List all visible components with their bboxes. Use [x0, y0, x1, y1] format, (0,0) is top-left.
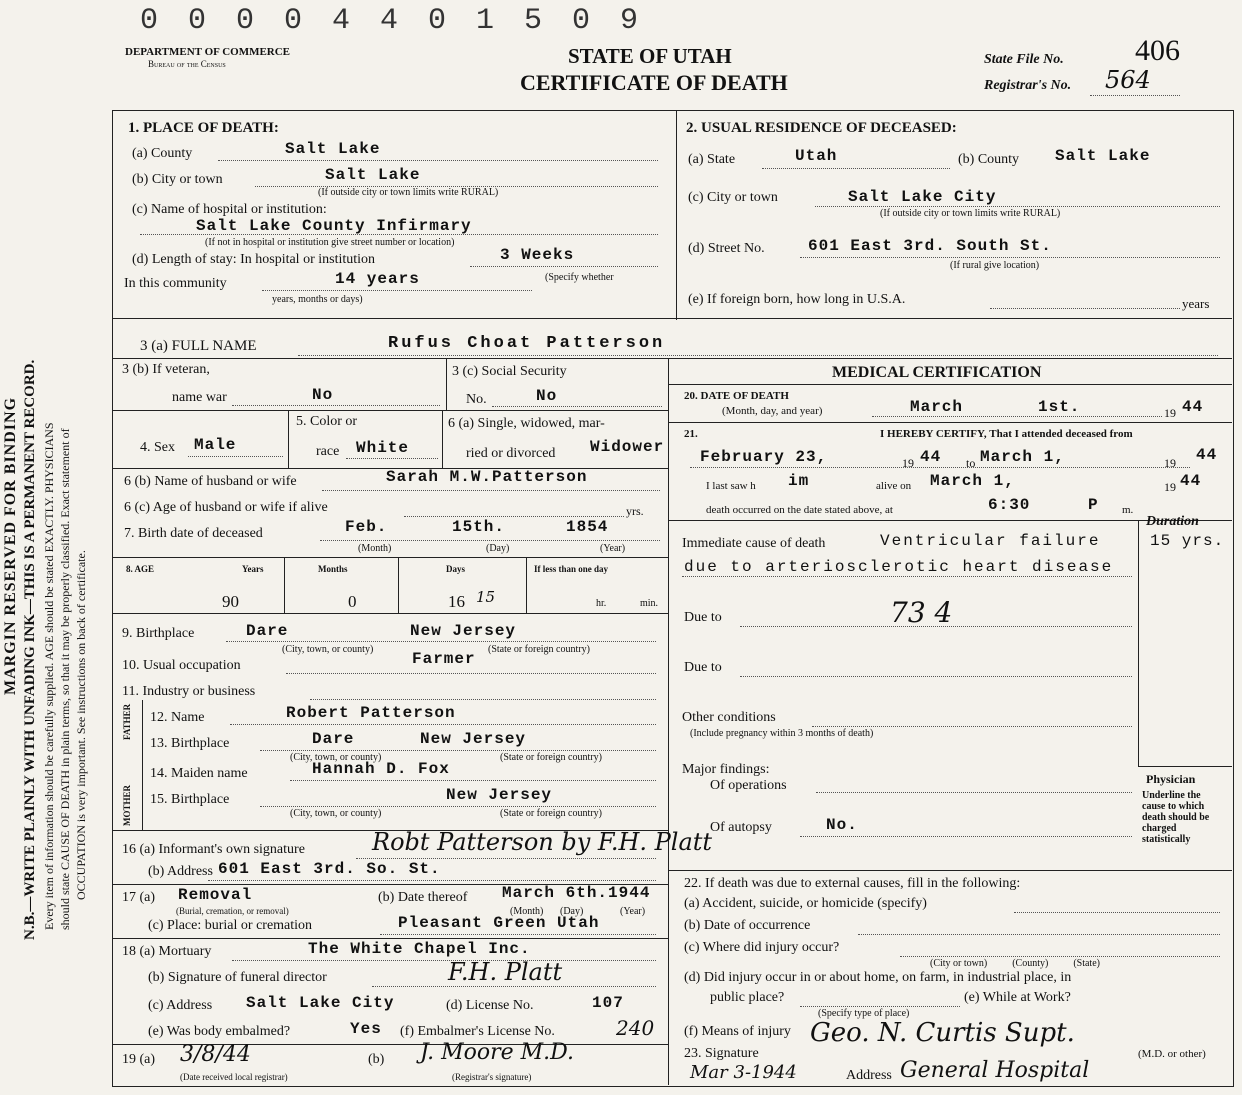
- last-saw-value: im: [788, 472, 810, 490]
- other-conditions-label: Other conditions: [682, 710, 776, 725]
- death-day-value: 1st.: [1038, 398, 1081, 416]
- stay-value: 3 Weeks: [500, 246, 575, 264]
- father-birthplace-label: 13. Birthplace: [150, 736, 230, 751]
- death-century: 19: [1164, 406, 1176, 420]
- hospital-value: Salt Lake County Infirmary: [196, 217, 472, 235]
- residence-state-label: (a) State: [688, 152, 736, 167]
- residence-county-value: Salt Lake: [1055, 147, 1151, 165]
- attended-to-date: March 1,: [980, 448, 1065, 466]
- war-value: No: [312, 386, 334, 404]
- last-saw-label: I last saw h: [706, 480, 756, 492]
- margin-permanent-record: N.B.—WRITE PLAINLY WITH UNFADING INK—THIS IS A PERMANENT RECORD.: [22, 359, 38, 940]
- alive-on-century: 19: [1164, 480, 1176, 494]
- residence-city-note: (If outside city or town limits write RURAL): [880, 208, 1061, 219]
- foreign-born-label: (e) If foreign born, how long in U.S.A.: [688, 292, 906, 307]
- city-note: (If outside city or town limits write RURAL): [318, 187, 499, 198]
- informant-label: 16 (a) Informant's own signature: [122, 842, 305, 857]
- age-months-value: 0: [348, 592, 357, 611]
- certificate-number: 0 0 0 0 4 4 0 1 5 0 9: [140, 4, 645, 38]
- father-birthplace-city: Dare: [312, 730, 355, 748]
- marital-value: Widower: [590, 438, 665, 456]
- month-caption: (Month): [358, 543, 392, 554]
- industry-label: 11. Industry or business: [122, 684, 256, 699]
- street-value: 601 East 3rd. South St.: [808, 237, 1052, 255]
- community-note-2: years, months or days): [272, 294, 363, 305]
- birthplace-city-value: Dare: [246, 622, 289, 640]
- occupation-label: 10. Usual occupation: [122, 658, 241, 673]
- residence-state-value: Utah: [795, 147, 838, 165]
- director-address-value: Salt Lake City: [246, 994, 395, 1012]
- attended-to-label: to: [966, 456, 976, 470]
- age-years-value: 90: [222, 592, 239, 611]
- birthplace-state-value: New Jersey: [410, 622, 517, 640]
- residence-city-label: (c) City or town: [688, 190, 778, 205]
- major-findings-label: Major findings:: [682, 762, 770, 777]
- city-label: (b) City or town: [132, 172, 223, 187]
- physician-signature-label: 23. Signature: [684, 1046, 759, 1061]
- street-label: (d) Street No.: [688, 241, 765, 256]
- mother-side-label: MOTHER: [122, 784, 132, 826]
- death-ampm-value: P: [1088, 496, 1099, 514]
- residence-heading: 2. USUAL RESIDENCE OF DECEASED:: [686, 120, 957, 136]
- registrar-signature: J. Moore M.D.: [420, 1040, 575, 1065]
- removal-date-label: (b) Date thereof: [378, 890, 468, 905]
- war-label: name war: [172, 390, 227, 405]
- ss-value: No: [536, 387, 558, 405]
- embalmed-value: Yes: [350, 1020, 382, 1038]
- hours-caption: hr.: [596, 598, 607, 609]
- hospital-label: (c) Name of hospital or institution:: [132, 202, 327, 217]
- day-caption: (Day): [486, 543, 510, 554]
- death-month-value: March: [910, 398, 964, 416]
- birthplace-city-note: (City, town, or county): [282, 644, 374, 655]
- filed-date-note: (Date received local registrar): [180, 1072, 288, 1082]
- mother-birthplace-state: New Jersey: [446, 786, 553, 804]
- mortuary-value: The White Chapel Inc.: [308, 940, 531, 958]
- injury-place-label: (d) Did injury occur in or about home, on farm, in industrial place, in: [684, 970, 1072, 985]
- sex-value: Male: [194, 436, 237, 454]
- death-county-value: Salt Lake: [285, 140, 381, 158]
- physician-address-label: Address: [846, 1068, 892, 1083]
- year-caption: (Year): [600, 543, 626, 554]
- removal-date-value: March 6th.1944: [502, 884, 651, 902]
- filed-date-value: 3/8/44: [180, 1042, 251, 1067]
- registrar-signature-label: (b): [368, 1052, 385, 1067]
- stay-label: (d) Length of stay: In hospital or institution: [132, 252, 376, 267]
- injury-location-note: (City or town) (County) (State): [930, 958, 1100, 969]
- community-note: (Specify whether: [545, 272, 614, 283]
- margin-binding-text: MARGIN RESERVED FOR BINDING: [2, 396, 19, 695]
- filed-label: 19 (a): [122, 1052, 156, 1067]
- registrar-number: 564: [1105, 66, 1151, 94]
- removal-label: 17 (a): [122, 890, 156, 905]
- age-months-caption: Months: [318, 564, 348, 574]
- physician-box-note: Underline the cause to which death should be charged statistically: [1142, 790, 1210, 845]
- embalmed-label: (e) Was body embalmed?: [148, 1024, 291, 1039]
- occurrence-date-label: (b) Date of occurrence: [684, 918, 811, 933]
- spouse-age-label: 6 (c) Age of husband or wife if alive: [124, 500, 328, 515]
- death-city-value: Salt Lake: [325, 166, 421, 184]
- removal-month-caption: (Month): [510, 906, 544, 917]
- margin-instructions-2: should state CAUSE OF DEATH in plain terms, so that it may be properly classified. Exact statement of: [58, 428, 72, 930]
- certify-statement: I HEREBY CERTIFY, That I attended deceased from: [880, 428, 1133, 440]
- residence-city-value: Salt Lake City: [848, 188, 997, 206]
- state-file-number: 406: [1135, 34, 1180, 67]
- public-place-label: public place?: [710, 990, 785, 1005]
- operations-label: Of operations: [710, 778, 787, 793]
- attended-from-year: 44: [920, 448, 942, 466]
- m-label: m.: [1122, 504, 1134, 516]
- state-name: STATE OF UTAH: [568, 44, 732, 68]
- date-of-death-label: 20. DATE OF DEATH: [684, 390, 789, 402]
- funeral-director-signature: F.H. Platt: [448, 958, 563, 986]
- birth-year-value: 1854: [566, 518, 609, 536]
- ss-no-label: No.: [466, 392, 487, 407]
- cause-code-handwritten: 73 4: [890, 596, 953, 629]
- embalmer-license-value: 240: [616, 1016, 655, 1040]
- md-or-other-label: (M.D. or other): [1138, 1048, 1206, 1060]
- mother-maiden-value: Hannah D. Fox: [312, 760, 450, 778]
- immediate-cause-label: Immediate cause of death: [682, 536, 826, 551]
- age-days-caption: Days: [446, 564, 466, 574]
- other-conditions-note: (Include pregnancy within 3 months of death): [690, 728, 874, 739]
- spouse-age-unit: yrs.: [626, 504, 644, 518]
- physician-address-value: General Hospital: [900, 1058, 1090, 1083]
- father-side-label: FATHER: [122, 703, 132, 740]
- less-than-day-caption: If less than one day: [534, 564, 609, 574]
- license-value: 107: [592, 994, 624, 1012]
- community-value: 14 years: [335, 270, 420, 288]
- full-name-value: Rufus Choat Patterson: [388, 334, 666, 353]
- occupation-value: Farmer: [412, 650, 476, 668]
- birth-date-label: 7. Birth date of deceased: [124, 526, 263, 541]
- funeral-director-label: (b) Signature of funeral director: [148, 970, 327, 985]
- residence-county-label: (b) County: [958, 152, 1020, 167]
- spouse-value: Sarah M.W.Patterson: [386, 468, 588, 486]
- state-file-label: State File No.: [984, 52, 1064, 67]
- father-birthplace-state: New Jersey: [420, 730, 527, 748]
- veteran-label: 3 (b) If veteran,: [122, 362, 210, 377]
- minutes-caption: min.: [640, 598, 659, 609]
- ss-label: 3 (c) Social Security: [452, 364, 567, 379]
- burial-place-value: Pleasant Green Utah: [398, 914, 600, 932]
- removal-year-caption: (Year): [620, 906, 646, 917]
- county-label: (a) County: [132, 146, 193, 161]
- age-years-caption: Years: [242, 564, 264, 574]
- registrar-signature-note: (Registrar's signature): [452, 1072, 532, 1082]
- birthplace-label: 9. Birthplace: [122, 626, 195, 641]
- secondary-cause-value: due to arteriosclerotic heart disease: [684, 558, 1114, 576]
- attended-to-century: 19: [1164, 456, 1176, 470]
- while-at-work-label: (e) While at Work?: [964, 990, 1071, 1005]
- father-birthplace-state-note: (State or foreign country): [500, 752, 602, 763]
- mother-birthplace-state-note: (State or foreign country): [500, 808, 602, 819]
- death-year-value: 44: [1182, 398, 1204, 416]
- death-time-value: 6:30: [988, 496, 1031, 514]
- registrar-label: Registrar's No.: [984, 78, 1072, 93]
- injury-location-label: (c) Where did injury occur?: [684, 940, 840, 955]
- foreign-years-label: years: [1182, 296, 1210, 311]
- removal-value: Removal: [178, 886, 253, 904]
- street-note: (If rural give location): [950, 260, 1040, 271]
- autopsy-label: Of autopsy: [710, 820, 772, 835]
- certificate-title: CERTIFICATE OF DEATH: [520, 70, 788, 95]
- mother-maiden-label: 14. Maiden name: [150, 766, 248, 781]
- immediate-cause-value: Ventricular failure: [880, 532, 1101, 550]
- physician-signature: Geo. N. Curtis Supt.: [810, 1018, 1075, 1048]
- signature-date: Mar 3-1944: [690, 1062, 797, 1083]
- race-label: race: [316, 444, 340, 459]
- birth-day-value: 15th.: [452, 518, 506, 536]
- medical-certification-heading: MEDICAL CERTIFICATION: [832, 364, 1042, 381]
- margin-instructions-1: Every item of information should be carefully supplied. AGE should be stated EXACTLY. PHYSICIANS: [42, 422, 56, 930]
- place-of-death-heading: 1. PLACE OF DEATH:: [128, 120, 279, 136]
- age-days-handwritten: 15: [476, 588, 496, 606]
- race-value: White: [356, 439, 410, 457]
- attended-from-date: February 23,: [700, 448, 828, 466]
- age-label: 8. AGE: [126, 564, 155, 574]
- hospital-note: (If not in hospital or institution give street number or location): [205, 237, 455, 248]
- burial-place-label: (c) Place: burial or cremation: [148, 918, 313, 933]
- sex-label: 4. Sex: [140, 440, 175, 455]
- embalmer-license-label: (f) Embalmer's License No.: [400, 1024, 555, 1039]
- father-birthplace-city-note: (City, town, or county): [290, 752, 382, 763]
- public-place-note: (Specify type of place): [818, 1008, 910, 1019]
- removal-day-caption: (Day): [560, 906, 584, 917]
- margin-instructions-3: OCCUPATION is very important. See instructions on back of certificate.: [74, 550, 88, 900]
- informant-address-value: 601 East 3rd. So. St.: [218, 860, 441, 878]
- mortuary-label: 18 (a) Mortuary: [122, 944, 212, 959]
- birthplace-state-note: (State or foreign country): [488, 644, 590, 655]
- informant-signature: Robt Patterson by F.H. Platt: [372, 828, 713, 856]
- director-address-label: (c) Address: [148, 998, 213, 1013]
- color-label: 5. Color or: [296, 414, 358, 429]
- duration-heading: Duration: [1146, 514, 1199, 529]
- removal-note: (Burial, cremation, or removal): [176, 906, 289, 916]
- attended-from-century: 19: [902, 456, 914, 470]
- marital-label-2: ried or divorced: [466, 446, 556, 461]
- informant-address-label: (b) Address: [148, 864, 213, 879]
- alive-on-year: 44: [1180, 472, 1202, 490]
- age-days-value: 16: [448, 592, 465, 611]
- attended-to-year: 44: [1196, 446, 1218, 464]
- autopsy-value: No.: [826, 816, 858, 834]
- father-name-value: Robert Patterson: [286, 704, 456, 722]
- spouse-label: 6 (b) Name of husband or wife: [124, 474, 297, 489]
- immediate-cause-duration: 15 yrs.: [1150, 532, 1225, 550]
- due-to-label-2: Due to: [684, 660, 722, 675]
- bureau-name: Bureau of the Census: [148, 59, 226, 69]
- full-name-label: 3 (a) FULL NAME: [140, 338, 257, 354]
- alive-on-label: alive on: [876, 480, 912, 492]
- due-to-label-1: Due to: [684, 610, 722, 625]
- community-label: In this community: [124, 276, 227, 291]
- birth-month-value: Feb.: [345, 518, 388, 536]
- means-of-injury-label: (f) Means of injury: [684, 1024, 791, 1039]
- department-name: DEPARTMENT OF COMMERCE: [125, 46, 291, 58]
- external-causes-label: 22. If death was due to external causes, fill in the following:: [684, 876, 1021, 891]
- marital-label: 6 (a) Single, widowed, mar-: [448, 416, 605, 431]
- death-occurred-label: death occurred on the date stated above, at: [706, 504, 893, 516]
- certify-number: 21.: [684, 428, 698, 440]
- mother-birthplace-label: 15. Birthplace: [150, 792, 230, 807]
- license-label: (d) License No.: [446, 998, 534, 1013]
- mother-birthplace-city-note: (City, town, or county): [290, 808, 382, 819]
- physician-box-title: Physician: [1146, 772, 1196, 786]
- date-of-death-sub: (Month, day, and year): [722, 405, 823, 417]
- father-name-label: 12. Name: [150, 710, 205, 725]
- accident-label: (a) Accident, suicide, or homicide (specify): [684, 896, 927, 911]
- alive-on-value: March 1,: [930, 472, 1015, 490]
